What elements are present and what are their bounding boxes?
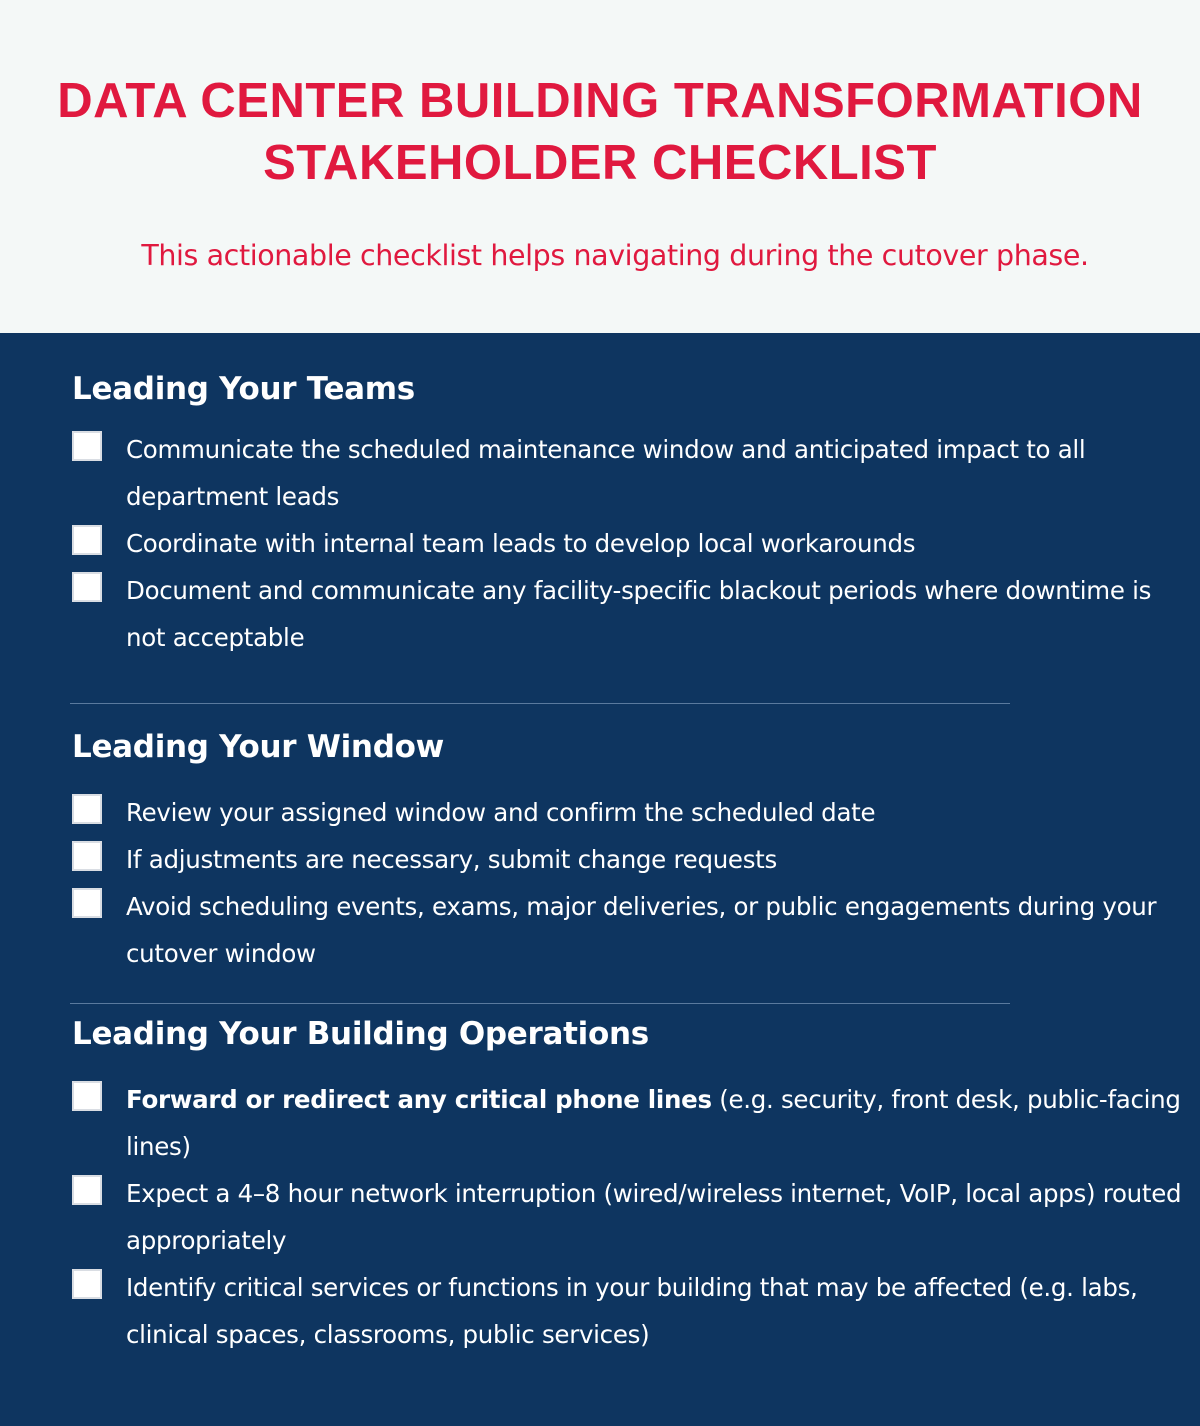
checklist-item-bold-text: Forward or redirect any critical phone lines bbox=[126, 1085, 712, 1114]
checklist-item-text: (e.g. security, front desk, public-facing lines) bbox=[126, 1085, 1181, 1161]
section-title: Leading Your Teams bbox=[72, 371, 415, 407]
section-divider bbox=[70, 1003, 1010, 1004]
checklist-item bbox=[72, 567, 1182, 661]
section-title: Leading Your Building Operations bbox=[72, 1016, 649, 1052]
checklist-item bbox=[72, 1170, 1182, 1264]
page-title-line-1: DATA CENTER BUILDING TRANSFORMATION bbox=[57, 74, 1143, 128]
checkbox[interactable] bbox=[72, 1081, 102, 1111]
section-divider bbox=[70, 703, 1010, 704]
page-title bbox=[0, 70, 1200, 194]
checkbox[interactable] bbox=[72, 841, 102, 871]
checklist-item-text: Communicate the scheduled maintenance window and anticipated impact to all department leads bbox=[126, 435, 1086, 511]
checklist-item-text: Coordinate with internal team leads to develop local workarounds bbox=[126, 529, 916, 558]
section-leading-your-building-operations bbox=[72, 1014, 1182, 1358]
checklist-item bbox=[72, 789, 1182, 836]
checkbox[interactable] bbox=[72, 525, 102, 555]
page-title-line-2: STAKEHOLDER CHECKLIST bbox=[263, 136, 937, 190]
checkbox[interactable] bbox=[72, 572, 102, 602]
checkbox[interactable] bbox=[72, 431, 102, 461]
header bbox=[0, 0, 1200, 333]
checklist-item-text: Expect a 4–8 hour network interruption (wired/wireless internet, VoIP, local apps) routed appropriately bbox=[126, 1179, 1182, 1255]
checklist-item-text: Avoid scheduling events, exams, major deliveries, or public engagements during your cutover window bbox=[126, 892, 1157, 968]
checklist-panel bbox=[0, 333, 1200, 1426]
checkbox[interactable] bbox=[72, 1175, 102, 1205]
checklist-item-text: If adjustments are necessary, submit change requests bbox=[126, 845, 777, 874]
checklist-item-text: Identify critical services or functions in your building that may be affected (e.g. labs, clinical spaces, classrooms, public services) bbox=[126, 1273, 1138, 1349]
checklist-item bbox=[72, 520, 1182, 567]
checkbox[interactable] bbox=[72, 794, 102, 824]
page-subtitle: This actionable checklist helps navigating during the cutover phase. bbox=[141, 239, 1089, 272]
checkbox[interactable] bbox=[72, 888, 102, 918]
checklist-item bbox=[72, 1264, 1182, 1358]
checkbox[interactable] bbox=[72, 1269, 102, 1299]
checklist-items bbox=[72, 426, 1182, 661]
checklist-item bbox=[72, 1076, 1182, 1170]
checklist-item-text: Document and communicate any facility-specific blackout periods where downtime is not acceptable bbox=[126, 576, 1152, 652]
checklist-item bbox=[72, 426, 1182, 520]
section-title: Leading Your Window bbox=[72, 729, 444, 765]
checklist-item-text: Review your assigned window and confirm the scheduled date bbox=[126, 798, 876, 827]
checklist-item bbox=[72, 883, 1182, 977]
checklist-items bbox=[72, 789, 1182, 977]
checklist-item bbox=[72, 836, 1182, 883]
section-leading-your-window bbox=[72, 727, 1182, 977]
checklist-items bbox=[72, 1076, 1182, 1358]
section-leading-your-teams bbox=[72, 369, 1182, 661]
